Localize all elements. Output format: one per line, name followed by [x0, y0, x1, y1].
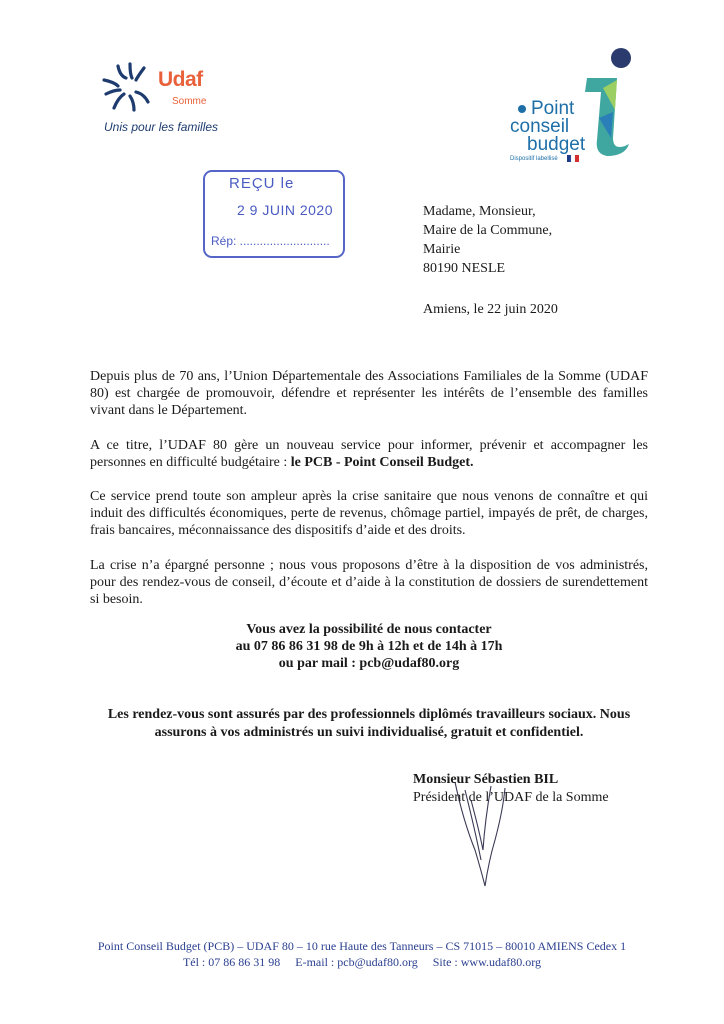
paragraph-2-emphasis: le PCB - Point Conseil Budget. — [290, 455, 474, 470]
footer-contact: Tél : 07 86 86 31 98 E-mail : pcb@udaf80.org Site : www.udaf80.org — [182, 955, 542, 969]
signer-title: Président de l’UDAF de la Somme — [413, 790, 609, 805]
recipient-address — [423, 202, 552, 278]
stamp-title: REÇU le — [229, 175, 295, 192]
letter-footer — [60, 938, 664, 970]
contact-line-3: ou par mail : pcb@udaf80.org — [278, 656, 460, 671]
pcb-label-text: Dispositif labellisé — [510, 156, 558, 162]
stamp-reply-line: Rép: ........................... — [211, 234, 330, 248]
footer-address: Point Conseil Budget (PCB) – UDAF 80 – 10 rue Haute des Tanneurs – CS 71015 – 80010 AMIENS Cedex 1 — [97, 939, 627, 953]
letter-date: Amiens, le 22 juin 2020 — [423, 302, 558, 317]
contact-line-2: au 07 86 86 31 98 de 9h à 12h et de 14h à 17h — [235, 639, 503, 654]
body-paragraph-1: Depuis plus de 70 ans, l’Union Départementale des Associations Familiales de la Somme (UDAF 80) est chargée de promouvoir, défendre et représenter les intérêts de l’ensemble des familles vivant dans le Département. — [90, 369, 648, 418]
assurance-line-1: Les rendez-vous sont assurés par des professionnels diplômés travailleurs sociaux. Nous — [107, 707, 631, 722]
recipient-line: Madame, Monsieur, — [423, 204, 536, 219]
signer-name: Monsieur Sébastien BIL — [413, 772, 559, 787]
body-paragraph-2 — [90, 437, 648, 471]
pcb-word-budget: budget — [527, 134, 586, 155]
recipient-line: Mairie — [423, 242, 461, 257]
received-stamp — [203, 170, 345, 258]
stamp-date: 2 9 JUIN 2020 — [237, 202, 333, 218]
pcb-word-point: Point — [531, 98, 575, 119]
assurance-block — [80, 706, 658, 742]
body-paragraph-4: La crise n’a épargné personne ; nous vous proposons d’être à la disposition de vos administrés, pour des rendez-vous de conseil, d’écoute et d’aide à la constitution de dossiers de surendettement si besoin. — [90, 558, 648, 607]
pcb-dot-icon — [518, 105, 526, 113]
body-paragraph-3: Ce service prend toute son ampleur après la crise sanitaire que nous venons de connaître et qui induit des difficultés économiques, perte de revenus, chômage partiel, impayés de prêt, de charges, frais bancaires, méconnaissance des dispositifs d’aide et des droits. — [90, 489, 648, 538]
udaf-tagline: Unis pour les familles — [104, 120, 219, 134]
recipient-line: 80190 NESLE — [423, 261, 506, 276]
udaf-logo — [100, 62, 250, 142]
assurance-line-2: assurons à vos administrés un suivi individualisé, gratuit et confidentiel. — [154, 725, 584, 740]
contact-line-1: Vous avez la possibilité de nous contacter — [246, 622, 492, 637]
republique-flag-icon — [567, 155, 579, 162]
udaf-brand: Udaf — [158, 68, 203, 91]
pcb-word-conseil: conseil — [510, 116, 570, 137]
pcb-i-icon — [577, 48, 637, 158]
contact-block — [90, 621, 648, 672]
udaf-family-mark-icon — [100, 62, 152, 112]
paragraph-2-text: A ce titre, l’UDAF 80 gère un nouveau service pour informer, prévenir et accompagner les personnes en difficulté budgétaire : — [90, 438, 648, 470]
udaf-region: Somme — [172, 96, 207, 107]
pcb-logo — [505, 48, 640, 168]
signer-block — [413, 771, 609, 807]
recipient-line: Maire de la Commune, — [423, 223, 553, 238]
